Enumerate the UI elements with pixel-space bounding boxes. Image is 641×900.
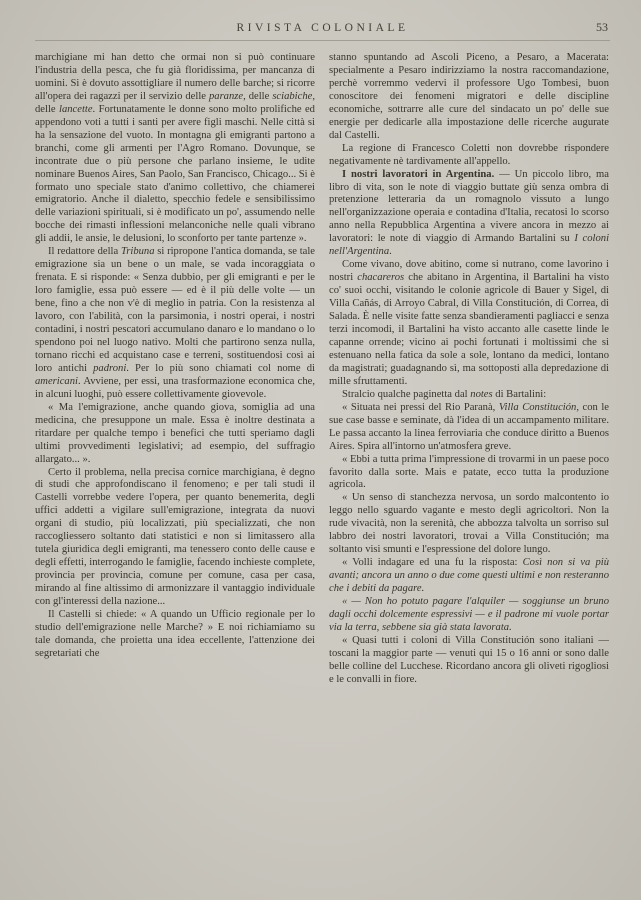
text-run: marchigiane mi han detto che ormai non si può continuare l'industria della pesca, che fu già floridissima, per mancanza di uomini. Si è dovuto assottigliare il numero delle barche; si ricorre all'opera dei ragazzi per il servizio delle	[35, 52, 315, 102]
italic-run: I coloni nell'Argentina	[329, 233, 610, 258]
text-run: « Situata nei pressi del Rio Paranà,	[342, 401, 499, 413]
italic-run: Villa Constitución	[498, 401, 577, 413]
text-run: , delle	[243, 90, 273, 102]
header-rule	[35, 40, 610, 41]
text-run: si ripropone l'antica domanda, se tale emigrazione sia un bene o un male, se vada incoraggiata o frenata. E si risponde: « Senza dubbio, per gli emigranti e per le loro famiglie, essa può essere — ed è il più delle volte — un bene, fino a che non v'è di meglio in patria. Con la resistenza al lavoro, con l'abilità, con la parsimonia, i nostri operai, i nostri contadini, i nostri pescatori accumulano danaro e lo mandano o lo spendono poi nel luogo nativo. Molti che partirono senza nulla, tornano ricchi ed acquistano case e terreni, sostituendosi così ai loro antichi	[35, 246, 315, 374]
paragraph	[329, 259, 609, 389]
text-run: « Volli indagare ed una fu la risposta:	[342, 557, 523, 569]
italic-run: Tribuna	[120, 246, 155, 258]
page-number: 53	[596, 20, 608, 34]
paragraph	[35, 52, 315, 246]
text-run: Il Castelli si chiede: « A quando un Ufficio regionale per lo studio dell'emigrazione nelle Marche? » E noi richiamiamo su tale domanda, che proietta una idea eccellente, l'attenzione dei segretariati che	[35, 608, 315, 659]
paragraph	[35, 246, 315, 401]
paragraph	[329, 596, 609, 635]
text-run: di Bartalini:	[492, 388, 547, 400]
italic-run: padroni	[93, 362, 127, 374]
text-run: « Un senso di stanchezza nervosa, un sordo malcontento io leggo nello sguardo vagante e mesto degli agricoltori. Non la rude vivacità, non la serenità, che abbozza talvolta un sorriso sul labbro dei nostri lavoratori, trovai a Villa Constitución; ma soltanto visi smunti e l'espressione del dolore lungo.	[329, 492, 609, 556]
italic-run: notes	[470, 388, 493, 400]
paragraph	[329, 492, 609, 557]
text-run: Certo il problema, nella precisa cornice marchigiana, è degno di studi che approfondiscano il fenomeno; e per tali studi il Castelli vorrebbe vedere l'opera, per quanto benemerita, degli uffici addetti a vigilare sull'emigrazione, integrata da nuovi organi di studio, più localizzati, più specializzati, che non raccogliessero soltanto dati statistici e non si limitassero alla tutela giuridica degli emigranti, ma tenessero conto delle cause e degli effetti, interrogando le famiglie, facendo inchieste complete, provincia per provincia, comune per comune, casa per casa, mirando al fine altissimo di armonizzare il vantaggio individuale con gl'interessi della nazione...	[35, 466, 315, 608]
text-run: La regione di Francesco Coletti non dovrebbe rispondere negativamente nè tardivamente all'appello.	[329, 142, 609, 167]
text-run: « Quasi tutti i coloni di Villa Constitución sono italiani — toscani la maggior parte — venuti qui 15 o 16 anni or sono dalle belle colline del Lucchese. Ricordano ancora gli oliveti rigogliosi e le convalli in fiore.	[329, 634, 609, 685]
journal-title: RIVISTA COLONIALE	[236, 22, 409, 34]
italic-run: lancette	[59, 103, 93, 115]
italic-run: sciabiche	[272, 90, 313, 102]
bold-run: I nostri lavoratori in Argentina.	[342, 168, 495, 180]
text-run: , delle	[35, 90, 315, 115]
text-run: . Per lo più sono chiamati col nome di	[126, 362, 315, 374]
text-run: . Avviene, per essi, una trasformazione economica che, in alcuni luoghi, può essere collettivamente giovevole.	[35, 375, 315, 400]
right-column	[329, 52, 609, 687]
text-run: . Fortunatamente le donne sono molto prolifiche ed appendono voti a tutti i santi per avere figli maschi. Nelle città si ha la sensazione del vuoto. In montagna gli emigranti partono a branchi, come gli armenti per l'Agro Romano. Dovunque, se incontrate due o più persone che parlano insieme, le udite nominare Buenos Aires, San Paolo, San Francisco, Chicago... Si è formato uno speciale stato d'animo collettivo, che chiamerei emigratorio. Anche il dialetto, specchio fedele e sensibilissimo delle variazioni spirituali, si è modificato un po', assumendo nelle bocche dei rimasti inflessioni melanconiche nelle quali vibrano gli addii, le ansie, le delusioni, lo sconforto per tante partenze ».	[35, 103, 315, 245]
paragraph	[35, 609, 315, 661]
paragraph	[329, 402, 609, 454]
text-run: .	[389, 246, 392, 258]
text-run: Stralcio qualche paginetta dal	[342, 388, 471, 400]
text-columns	[35, 52, 610, 687]
italic-run: americani	[35, 375, 78, 387]
text-run: « Ma l'emigrazione, anche quando giova, somiglia ad una medicina, che presuppone un male. Essa è inoltre destinata a ritardare per qualche tempo i benefici che tutti speriamo dagli ultimi provvedimenti legislativi; ad esempio, del suffragio allargato... ».	[35, 401, 315, 465]
paragraph	[329, 143, 609, 169]
paragraph	[329, 557, 609, 596]
text-run: stanno spuntando ad Ascoli Piceno, a Pesaro, a Macerata: specialmente a Pesaro indirizziamo la nostra raccomandazione, perchè vorremmo vedervi il professore Ugo Tombesi, buon conoscitore dei fenomeni migratori e delle discipline economiche, sottrarre alle cure del sindacato un po' delle sue energie per dedicarle alla impostazione delle ricerche augurate dal Castelli.	[329, 52, 609, 141]
text-run: Il redattore della	[48, 246, 121, 258]
paragraph	[329, 635, 609, 687]
text-run: Come vivano, dove abitino, come si nutrano, come lavorino i nostri	[329, 259, 609, 284]
italic-run: paranze	[208, 90, 244, 102]
italic-run: Così non si va più avanti; ancora un anno o due come questi ultimi e non resteranno che i debiti da pagare.	[329, 557, 610, 595]
paragraph	[35, 402, 315, 467]
page-header	[35, 20, 610, 35]
left-column	[35, 52, 315, 687]
text-run: — Un piccolo libro, ma libro di vita, son le note di viaggio buttate giù senza ombra di pretenzione letteraria da un romagnolo vissuto a lungo nell'organizzazione operaia e contadina d'Italia, recatosi lo scorso anno nella Repubblica Argentina a vivere ancora in mezzo ai lavoratori: le note di viaggio di Armando Bartalini su	[329, 168, 609, 245]
text-run: , con le sue case basse e seminate, dà l'idea di un accampamento militare. Le passa accanto la linea ferroviaria che conduce diritto a Buenos Aires. Spira all'intorno un'atmosfera greve.	[329, 401, 610, 452]
paragraph	[329, 169, 609, 260]
paragraph	[329, 454, 609, 493]
paragraph	[35, 467, 315, 609]
italic-run: chacareros	[357, 272, 405, 284]
paragraph	[329, 389, 609, 402]
paragraph	[329, 52, 609, 143]
italic-run: « — Non ho potuto pagare l'alquiler — soggiunse un bruno dagli occhi dolcemente espressivi — e il padrone mi vuole portar via la terra, sebbene sia già stata lavorata.	[329, 596, 609, 633]
text-run: che abitano in Argentina, il Bartalini ha visto co' suoi occhi, visitando le colonie agricole di Bauer y Sigel, di Villa Cañás, di Arroyo Cabral, di Villa Constitución, di Correa, di Salada. È nelle visite fatte senza sbandieramenti pagliacci e senza terzi incomodi, il Bartalini ha visto accanto alle casette linde le capanne orrende; vicino ai pochi fortunati i moltissimi che si estenuano nella fatica da sole a sole, lontano da medici, lontano da magistrati; guadagnando sì, ma sottoposti alla depredazione di mille sfruttamenti.	[329, 272, 609, 387]
text-run: « Ebbi a tutta prima l'impressione di trovarmi in un paese poco favorito dalla sorte. Mais e patate, ecco tutta la produzione agricola.	[329, 453, 609, 491]
